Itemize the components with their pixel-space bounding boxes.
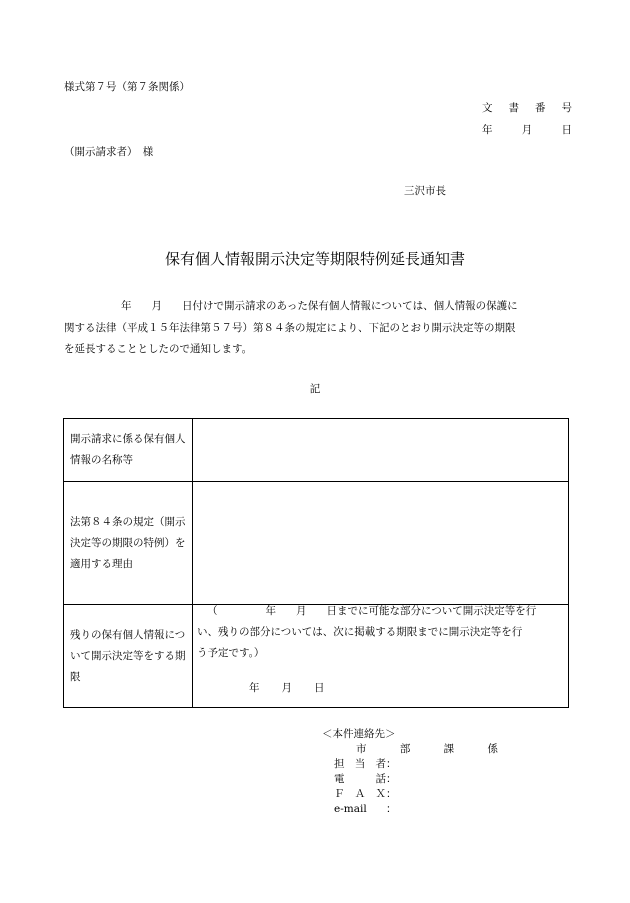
contact-heading: ＜本件連絡先＞ (322, 728, 396, 740)
document-number (482, 100, 572, 115)
table-row (64, 605, 569, 708)
body-text (64, 296, 570, 361)
extension-text (197, 601, 564, 699)
row3-value[interactable] (193, 605, 569, 708)
contact-block (322, 727, 498, 817)
row1-value[interactable] (193, 419, 569, 482)
date-year: 年 (482, 124, 493, 136)
contact-phone: 電 話 ： (334, 773, 397, 785)
date-day: 日 (561, 124, 572, 136)
contact-person: 担当者 ： (334, 758, 397, 770)
body-month: 月 (151, 300, 162, 312)
row2-label: 法第８４条の規定（開示決定等の期限の特例）を適用する理由 (64, 482, 193, 605)
row3-label: 残りの保有個人情報について開示決定等をする期限 (64, 605, 193, 708)
row2-value[interactable] (193, 482, 569, 605)
form-number: 様式第７号（第７条関係） (64, 81, 190, 93)
body-line-3: を延長することとしたので通知します。 (64, 343, 253, 355)
body-line1-rest: 日付けで開示請求のあった保有個人情報については、個人情報の保護に (182, 300, 518, 312)
docno-char: 号 (561, 102, 572, 114)
contact-department: 市 部 課 係 (356, 743, 498, 755)
extension-date: 年 月 日 (249, 682, 325, 694)
issue-date (482, 122, 572, 137)
docno-char: 文 (482, 102, 493, 114)
body-line-1 (64, 296, 570, 318)
contact-email: e-mail ： (334, 803, 397, 815)
body-line-2: 関する法律（平成１５年法律第５７号）第８４条の規定により、下記のとおり開示決定等の期限 (64, 321, 516, 334)
document-title: 保有個人情報開示決定等期限特例延長通知書 (164, 250, 465, 268)
ki-heading: 記 (309, 383, 321, 395)
extension-line-1: （ 年 月 日までに可能な部分について開示決定等を行 (207, 605, 537, 617)
addressee: （開示請求者） 様 (64, 146, 154, 158)
details-table (63, 418, 569, 708)
date-month: 月 (521, 124, 533, 136)
extension-line-2: い、残りの部分については、次に掲載する期限までに開示決定等を行 (197, 626, 523, 638)
contact-fax: ＦＡＸ ： (334, 788, 397, 800)
docno-char: 番 (535, 102, 546, 114)
row1-label: 開示請求に係る保有個人情報の名称等 (64, 419, 193, 482)
issuer: 三沢市長 (404, 185, 446, 197)
body-year: 年 (121, 300, 132, 312)
docno-char: 書 (508, 102, 519, 114)
table-row (64, 482, 569, 605)
table-row (64, 419, 569, 482)
extension-line-3: う予定です。） (197, 647, 265, 659)
